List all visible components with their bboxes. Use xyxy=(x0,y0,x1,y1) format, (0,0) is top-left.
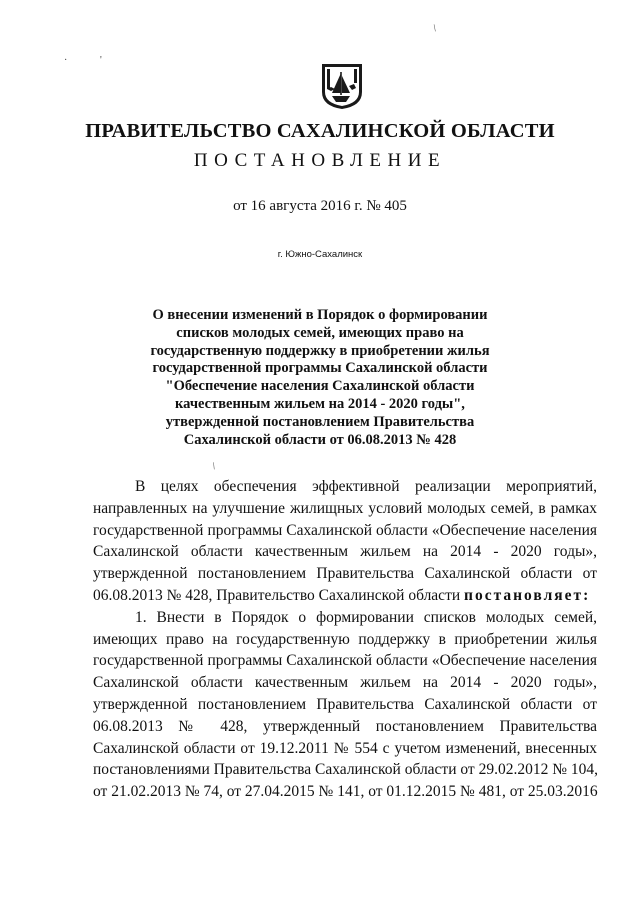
body-line-text: 06.08.2013 № 428, Правительство Сахалинской области xyxy=(93,586,465,604)
item-1-line: постановлениями Правительства Сахалинской области от 29.02.2012 № 104, xyxy=(93,761,598,779)
document-date-number: от 16 августа 2016 г. № 405 xyxy=(233,198,407,214)
document-type: ПОСТАНОВЛЕНИЕ xyxy=(193,150,447,171)
issuing-city: г. Южно-Сахалинск xyxy=(277,249,363,260)
item-1-line: Сахалинской области от 19.12.2011 № 554 с учетом изменений, внесенных xyxy=(93,739,597,757)
item-1-line: утвержденной постановлением Правительства Сахалинской области от xyxy=(93,695,597,713)
subject-line: "Обеспечение населения Сахалинской области xyxy=(165,378,475,395)
decree-word: постановляет: xyxy=(464,586,591,604)
government-title: ПРАВИТЕЛЬСТВО САХАЛИНСКОЙ ОБЛАСТИ xyxy=(85,120,555,142)
document-subject xyxy=(110,307,530,449)
scan-speck: · xyxy=(64,55,68,66)
body-line: государственной программы Сахалинской области «Обеспечение населения xyxy=(93,521,597,539)
sakhalin-coat-of-arms-icon xyxy=(320,62,364,110)
item-1-line: имеющих право на государственную поддержку в приобретении жилья xyxy=(93,630,597,648)
item-1-line: от 21.02.2013 № 74, от 27.04.2015 № 141, от 01.12.2015 № 481, от 25.03.2016 xyxy=(93,783,598,801)
subject-line: государственную поддержку в приобретении жилья xyxy=(150,342,490,359)
body-line: В целях обеспечения эффективной реализации мероприятий, xyxy=(135,478,597,495)
subject-line: качественным жильем на 2014 - 2020 годы", xyxy=(175,395,465,412)
subject-line: О внесении изменений в Порядок о формировании xyxy=(152,307,488,323)
body-line: направленных на улучшение жилищных условий молодых семей, в рамках xyxy=(93,499,597,517)
item-1-line: 06.08.2013 № 428, утвержденный постановлением Правительства xyxy=(93,717,597,735)
subject-line: Сахалинской области от 06.08.2013 № 428 xyxy=(183,431,457,448)
scan-speck: ' xyxy=(100,55,102,66)
subject-line: списков молодых семей, имеющих право на xyxy=(176,324,464,341)
item-1-line: 1. Внести в Порядок о формировании списков молодых семей, xyxy=(135,608,597,626)
body-line: Сахалинской области качественным жильем на 2014 - 2020 годы», xyxy=(93,543,597,561)
document-body xyxy=(93,476,597,803)
subject-line: государственной программы Сахалинской области xyxy=(152,360,488,377)
body-line-decree xyxy=(93,585,597,607)
subject-line: утвержденной постановлением Правительства xyxy=(165,413,475,430)
item-1-line: Сахалинской области качественным жильем на 2014 - 2020 годы», xyxy=(93,674,597,692)
scan-speck: / xyxy=(431,23,440,35)
item-1-line: государственной программы Сахалинской области «Обеспечение населения xyxy=(93,652,597,670)
body-line: утвержденной постановлением Правительства Сахалинской области от xyxy=(93,565,597,583)
scan-speck: / xyxy=(210,460,218,473)
